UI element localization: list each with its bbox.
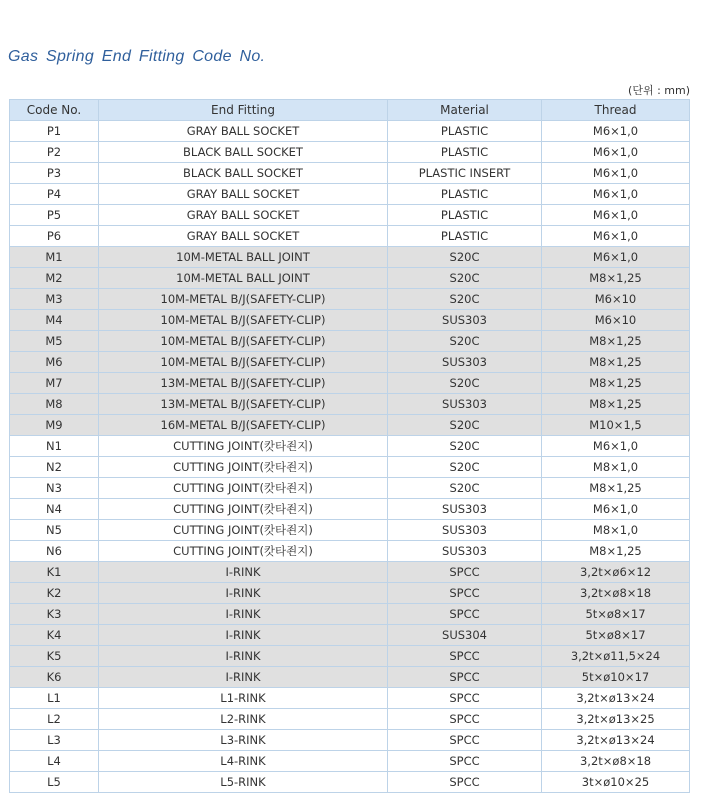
- table-row: [10, 520, 690, 541]
- cell-code: K6: [10, 667, 99, 688]
- cell-material: S20C: [388, 289, 542, 310]
- cell-material: SPCC: [388, 688, 542, 709]
- cell-code: P6: [10, 226, 99, 247]
- cell-code: N6: [10, 541, 99, 562]
- cell-material: SPCC: [388, 772, 542, 793]
- cell-thread: M8×1,25: [542, 352, 690, 373]
- header-code-no: Code No.: [10, 100, 99, 121]
- cell-end-fitting: L1-RINK: [99, 688, 388, 709]
- cell-material: PLASTIC INSERT: [388, 163, 542, 184]
- table-row: [10, 688, 690, 709]
- cell-end-fitting: CUTTING JOINT(캇타죈지): [99, 457, 388, 478]
- cell-material: S20C: [388, 478, 542, 499]
- cell-thread: 5t×ø10×17: [542, 667, 690, 688]
- cell-material: SPCC: [388, 604, 542, 625]
- table-row: [10, 205, 690, 226]
- cell-material: SPCC: [388, 709, 542, 730]
- table-row: [10, 289, 690, 310]
- unit-note: (단위 : mm): [628, 84, 690, 97]
- cell-material: SPCC: [388, 730, 542, 751]
- cell-end-fitting: BLACK BALL SOCKET: [99, 163, 388, 184]
- cell-material: PLASTIC: [388, 184, 542, 205]
- table-row: [10, 163, 690, 184]
- cell-thread: 3,2t×ø11,5×24: [542, 646, 690, 667]
- cell-code: M8: [10, 394, 99, 415]
- cell-thread: M6×1,0: [542, 163, 690, 184]
- cell-end-fitting: 10M-METAL BALL JOINT: [99, 268, 388, 289]
- table-row: [10, 121, 690, 142]
- cell-end-fitting: GRAY BALL SOCKET: [99, 226, 388, 247]
- table-row: [10, 709, 690, 730]
- cell-end-fitting: L4-RINK: [99, 751, 388, 772]
- cell-material: PLASTIC: [388, 142, 542, 163]
- cell-thread: M6×1,0: [542, 184, 690, 205]
- cell-thread: M6×1,0: [542, 121, 690, 142]
- cell-code: P1: [10, 121, 99, 142]
- cell-thread: M6×10: [542, 289, 690, 310]
- cell-thread: 5t×ø8×17: [542, 604, 690, 625]
- cell-end-fitting: 13M-METAL B/J(SAFETY-CLIP): [99, 394, 388, 415]
- table-row: [10, 625, 690, 646]
- cell-material: SPCC: [388, 562, 542, 583]
- cell-material: S20C: [388, 331, 542, 352]
- table-row: [10, 310, 690, 331]
- cell-end-fitting: 10M-METAL B/J(SAFETY-CLIP): [99, 331, 388, 352]
- end-fitting-table: [9, 99, 690, 793]
- cell-material: SPCC: [388, 583, 542, 604]
- cell-end-fitting: CUTTING JOINT(캇타죈지): [99, 520, 388, 541]
- cell-thread: M8×1,0: [542, 457, 690, 478]
- cell-end-fitting: GRAY BALL SOCKET: [99, 184, 388, 205]
- cell-code: K3: [10, 604, 99, 625]
- table-row: [10, 751, 690, 772]
- cell-material: PLASTIC: [388, 226, 542, 247]
- table-row: [10, 667, 690, 688]
- cell-thread: 3,2t×ø13×24: [542, 688, 690, 709]
- cell-code: N4: [10, 499, 99, 520]
- cell-material: SUS303: [388, 394, 542, 415]
- table-row: [10, 184, 690, 205]
- cell-end-fitting: L2-RINK: [99, 709, 388, 730]
- cell-end-fitting: CUTTING JOINT(캇타죈지): [99, 541, 388, 562]
- cell-thread: M8×1,25: [542, 373, 690, 394]
- cell-end-fitting: I-RINK: [99, 604, 388, 625]
- cell-material: S20C: [388, 247, 542, 268]
- page-title: Gas Spring End Fitting Code No.: [8, 48, 266, 65]
- cell-code: L2: [10, 709, 99, 730]
- cell-end-fitting: 10M-METAL BALL JOINT: [99, 247, 388, 268]
- cell-code: N5: [10, 520, 99, 541]
- cell-thread: M10×1,5: [542, 415, 690, 436]
- cell-code: N3: [10, 478, 99, 499]
- cell-material: PLASTIC: [388, 205, 542, 226]
- cell-code: K1: [10, 562, 99, 583]
- cell-material: SPCC: [388, 667, 542, 688]
- cell-code: M3: [10, 289, 99, 310]
- cell-end-fitting: I-RINK: [99, 583, 388, 604]
- cell-code: N1: [10, 436, 99, 457]
- cell-end-fitting: 16M-METAL B/J(SAFETY-CLIP): [99, 415, 388, 436]
- table-row: [10, 583, 690, 604]
- cell-code: M5: [10, 331, 99, 352]
- cell-thread: M6×1,0: [542, 499, 690, 520]
- table-row: [10, 268, 690, 289]
- cell-thread: 5t×ø8×17: [542, 625, 690, 646]
- cell-code: L5: [10, 772, 99, 793]
- cell-material: S20C: [388, 415, 542, 436]
- cell-material: SUS303: [388, 541, 542, 562]
- cell-material: SUS303: [388, 499, 542, 520]
- table-row: [10, 226, 690, 247]
- cell-end-fitting: GRAY BALL SOCKET: [99, 121, 388, 142]
- cell-material: SUS303: [388, 310, 542, 331]
- cell-material: S20C: [388, 268, 542, 289]
- cell-code: P5: [10, 205, 99, 226]
- cell-thread: M6×1,0: [542, 142, 690, 163]
- table-row: [10, 646, 690, 667]
- cell-material: PLASTIC: [388, 121, 542, 142]
- cell-code: M6: [10, 352, 99, 373]
- cell-material: SPCC: [388, 751, 542, 772]
- cell-thread: 3,2t×ø13×25: [542, 709, 690, 730]
- table-row: [10, 499, 690, 520]
- cell-end-fitting: L3-RINK: [99, 730, 388, 751]
- cell-end-fitting: 10M-METAL B/J(SAFETY-CLIP): [99, 289, 388, 310]
- cell-end-fitting: CUTTING JOINT(캇타죈지): [99, 436, 388, 457]
- header-material: Material: [388, 100, 542, 121]
- cell-thread: M6×10: [542, 310, 690, 331]
- cell-code: M2: [10, 268, 99, 289]
- cell-end-fitting: L5-RINK: [99, 772, 388, 793]
- table-row: [10, 436, 690, 457]
- cell-code: K2: [10, 583, 99, 604]
- cell-thread: M8×1,0: [542, 520, 690, 541]
- cell-thread: M8×1,25: [542, 268, 690, 289]
- table-row: [10, 373, 690, 394]
- cell-thread: 3,2t×ø8×18: [542, 751, 690, 772]
- cell-end-fitting: I-RINK: [99, 667, 388, 688]
- cell-material: SUS304: [388, 625, 542, 646]
- table-row: [10, 247, 690, 268]
- cell-code: M7: [10, 373, 99, 394]
- cell-thread: 3,2t×ø6×12: [542, 562, 690, 583]
- cell-code: M9: [10, 415, 99, 436]
- table-row: [10, 604, 690, 625]
- cell-material: S20C: [388, 457, 542, 478]
- cell-code: K4: [10, 625, 99, 646]
- header-thread: Thread: [542, 100, 690, 121]
- table-row: [10, 730, 690, 751]
- cell-end-fitting: CUTTING JOINT(캇타죈지): [99, 478, 388, 499]
- table-row: [10, 478, 690, 499]
- cell-end-fitting: 13M-METAL B/J(SAFETY-CLIP): [99, 373, 388, 394]
- table-row: [10, 562, 690, 583]
- cell-material: SUS303: [388, 352, 542, 373]
- cell-end-fitting: 10M-METAL B/J(SAFETY-CLIP): [99, 310, 388, 331]
- cell-thread: M6×1,0: [542, 205, 690, 226]
- table-header-row: [10, 100, 690, 121]
- cell-thread: M6×1,0: [542, 226, 690, 247]
- cell-material: SUS303: [388, 520, 542, 541]
- cell-code: P3: [10, 163, 99, 184]
- table-row: [10, 415, 690, 436]
- cell-code: N2: [10, 457, 99, 478]
- cell-thread: M8×1,25: [542, 541, 690, 562]
- cell-end-fitting: GRAY BALL SOCKET: [99, 205, 388, 226]
- cell-code: P2: [10, 142, 99, 163]
- cell-material: S20C: [388, 436, 542, 457]
- cell-code: M4: [10, 310, 99, 331]
- table-row: [10, 457, 690, 478]
- cell-end-fitting: I-RINK: [99, 646, 388, 667]
- cell-thread: 3,2t×ø13×24: [542, 730, 690, 751]
- table-row: [10, 352, 690, 373]
- cell-end-fitting: 10M-METAL B/J(SAFETY-CLIP): [99, 352, 388, 373]
- table-row: [10, 142, 690, 163]
- header-end-fitting: End Fitting: [99, 100, 388, 121]
- cell-end-fitting: I-RINK: [99, 562, 388, 583]
- cell-code: L4: [10, 751, 99, 772]
- cell-thread: M6×1,0: [542, 247, 690, 268]
- cell-code: L3: [10, 730, 99, 751]
- table-row: [10, 541, 690, 562]
- table-body: [10, 121, 690, 793]
- cell-code: K5: [10, 646, 99, 667]
- cell-thread: M8×1,25: [542, 394, 690, 415]
- table-row: [10, 331, 690, 352]
- table-row: [10, 772, 690, 793]
- table-row: [10, 394, 690, 415]
- cell-end-fitting: BLACK BALL SOCKET: [99, 142, 388, 163]
- cell-end-fitting: CUTTING JOINT(캇타죈지): [99, 499, 388, 520]
- cell-end-fitting: I-RINK: [99, 625, 388, 646]
- cell-thread: M6×1,0: [542, 436, 690, 457]
- cell-thread: M8×1,25: [542, 478, 690, 499]
- cell-thread: 3t×ø10×25: [542, 772, 690, 793]
- cell-material: S20C: [388, 373, 542, 394]
- cell-code: L1: [10, 688, 99, 709]
- cell-thread: 3,2t×ø8×18: [542, 583, 690, 604]
- cell-thread: M8×1,25: [542, 331, 690, 352]
- cell-code: M1: [10, 247, 99, 268]
- cell-code: P4: [10, 184, 99, 205]
- cell-material: SPCC: [388, 646, 542, 667]
